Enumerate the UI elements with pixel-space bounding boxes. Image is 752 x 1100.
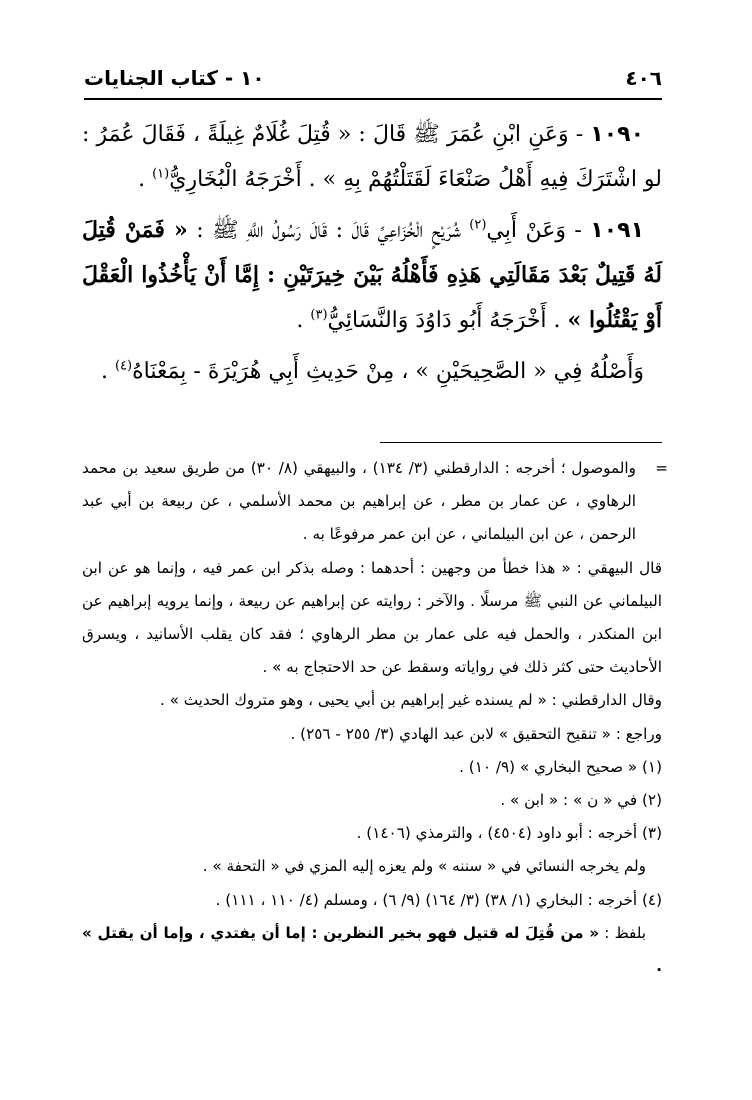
footnote-3: (٣) أخرجه : أبو داود (٤٥٠٤) ، والترمذي (١٤٠٦) . bbox=[356, 824, 662, 843]
running-header bbox=[84, 58, 662, 98]
footnote-ref[interactable]: (٣) bbox=[310, 307, 328, 323]
footnote-ref[interactable]: (١) bbox=[152, 166, 170, 182]
footnote-separator bbox=[380, 442, 662, 443]
note-text: والموصول ؛ أخرجه : الدارقطني (٣/ ١٣٤) ، والبيهقي (٨/ ٣٠) من طريق سعيد بن محمد الرهاوي ، عن عمار بن مطر ، عن إبراهيم بن محمد الأسلمي ، عن ربيعة بن أبي عبد الرحمن ، عن ابن البيلماني ، عن ابن عمر مرفوعًا به . bbox=[82, 459, 636, 544]
footnote-ref[interactable]: (٤) bbox=[114, 358, 133, 374]
hadith-text: وَأَصْلُهُ فِي « الصَّحِيحَيْنِ » ، مِنْ حَدِيثِ أَبِي هُرَيْرَةَ - بِمَعْنَاهُ bbox=[132, 359, 644, 384]
footnotes bbox=[82, 452, 668, 983]
hadith-number: ١٠٩١ bbox=[590, 218, 645, 243]
hadith-end: . bbox=[138, 167, 153, 192]
note-paragraph: وقال الدارقطني : « لم يسنده غير إبراهيم بن أبي يحيى ، وهو متروك الحديث » . bbox=[159, 691, 662, 710]
note-text: بلفظ : bbox=[599, 923, 646, 942]
hadith-1091 bbox=[82, 208, 662, 343]
page-number: ٤٠٦ bbox=[625, 66, 662, 90]
hadith-1090 bbox=[82, 112, 662, 202]
hadith-text: . أَخْرَجَهُ أَبُو دَاوُدَ وَالنَّسَائِيُّ bbox=[327, 308, 568, 333]
continuation-mark: = bbox=[655, 459, 668, 477]
continued-note bbox=[82, 452, 668, 552]
hadith-asl bbox=[82, 349, 662, 394]
note-paragraph: وراجع : « تنقيح التحقيق » لابن عبد الهادي (٣/ ٢٥٥ - ٢٥٦) . bbox=[290, 724, 662, 743]
note-paragraph: قال البيهقي : « هذا خطأ من وجهين : أحدهما : وصله بذكر ابن عمر فيه ، وإنما هو عن ابن البيلماني عن النبي ﷺ مرسلًا . والآخر : روايته عن إبراهيم عن ربيعة ، وإنما يرويه إبراهيم عن ابن المنكدر ، والحمل فيه على عمار بن مطر الرهاوي ؛ فقد كان يقلب الأسانيد ، ويسرق الأحاديث حتى كثر ذلك في رواياته وسقط عن حد الاحتجاج به » . bbox=[82, 558, 662, 677]
footnote-3-continued: ولم يخرجه النسائي في « سننه » ولم يعزه إليه المزي في « التحفة » . bbox=[202, 857, 646, 876]
hadith-text: - وَعَنِ ابْنِ عُمَرَ ﷺ قَالَ : « قُتِلَ غُلَامٌ غِيلَةً ، فَقَالَ عُمَرُ : لو اشْتَرَكَ فِيهِ أَهْلُ صَنْعَاءَ لَقَتَلْتُهُمْ بِهِ » . أَخْرَجَهُ الْبُخَارِيُّ bbox=[82, 122, 662, 192]
footnote-ref[interactable]: (٢) bbox=[469, 217, 487, 233]
header-rule bbox=[84, 98, 662, 100]
hadith-text: - وَعَنْ أَبِي bbox=[486, 218, 591, 243]
footnote-2: (٢) في « ن » : « ابن » . bbox=[500, 791, 662, 810]
prophetic-quote: « فَمَنْ قُتِلَ لَهُ قَتِيلٌ بَعْدَ مَقَالَتِي هَذِهِ فَأَهْلُهُ بَيْنَ خِيرَتَيْنِ : إِمَّا أَنْ يَأْخُذُوا الْعَقْلَ أَوْ يَقْتُلُوا » bbox=[82, 217, 662, 333]
hadith-number: ١٠٩٠ bbox=[590, 122, 644, 147]
hadith-end: . bbox=[100, 359, 115, 384]
footnote-4: (٤) أخرجه : البخاري (١/ ٣٨) (٣/ ١٦٤) (٩/ ٦) ، ومسلم (٤/ ١١٠ ، ١١١) . bbox=[215, 890, 662, 909]
quoted-wording: « من قُتِلَ له قتيل فهو بخير النظرين : إما أن يفتدي ، وإما أن يقتل » . bbox=[82, 923, 662, 976]
main-text bbox=[82, 112, 662, 400]
hadith-text: شُرَيْحٍ الْخُزَاعِيِّ قَالَ : قَالَ رَسُولُ اللَّهِ ﷺ : bbox=[187, 218, 470, 243]
footnote-1: (١) « صحيح البخاري » (٩/ ١٠) . bbox=[459, 757, 662, 776]
hadith-end: . bbox=[296, 308, 311, 333]
chapter-title: ١٠ - كتاب الجنايات bbox=[84, 66, 265, 90]
footnote-4-continued bbox=[82, 917, 662, 983]
